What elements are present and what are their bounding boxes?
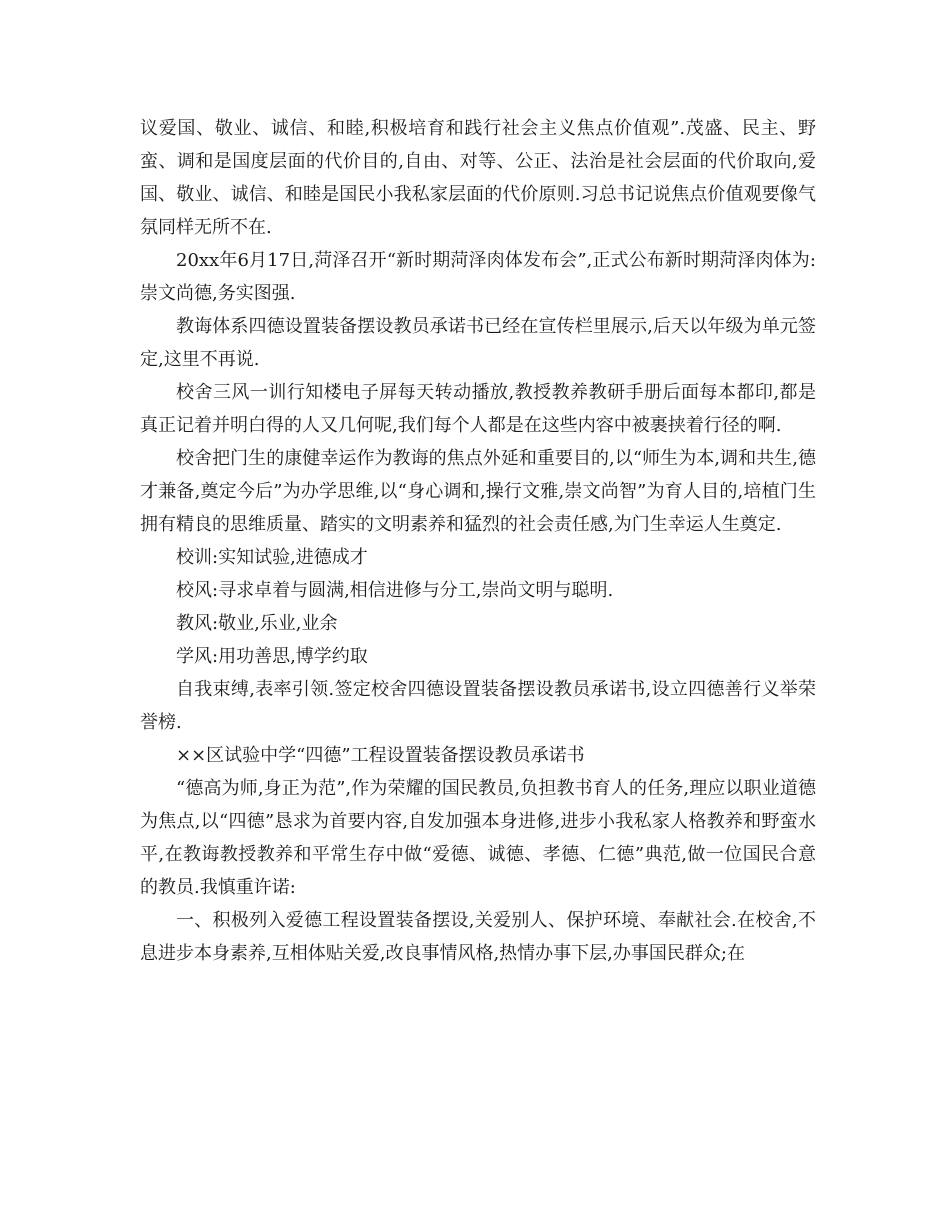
paragraph-teaching-style: 教风:敬业,乐业,业余 [176,613,338,634]
paragraph-school-motto: 校训:实知试验,进德成才 [176,547,368,568]
paragraph-self-discipline: 自我束缚,表率引领.签定校舍四德设置装备摆设教员承诺书,设立四德善行义举荣誉榜. [140,679,816,733]
paragraph-school-style: 校风:寻求卓着与圆满,相信进修与分工,崇尚文明与聪明. [176,580,614,601]
paragraph-values-intro: 议爱国、敬业、诚信、和睦,积极培育和践行社会主义焦点价值观”.茂盛、民主、野蛮、调和是国度层面的代价目的,自由、对等、公正、法治是社会层面的代价取向,爱国、敬业、诚信、和睦是国民小我私家层面的代价原则.习总书记说焦点价值观要像气氛同样无所不在. [140,118,816,238]
paragraph-pledge-item-one: 一、积极列入爱德工程设置装备摆设,关爱别人、保护环境、奉献社会.在校舍,不息进步本身素养,互相体贴关爱,改良事情风格,热情办事下层,办事国民群众;在 [140,910,816,964]
paragraph-pledge-title: ××区试验中学“四德”工程设置装备摆设教员承诺书 [176,745,585,766]
paragraph-school-motto-broadcast: 校舍三风一训行知楼电子屏每天转动播放,教授教养教研手册后面每本都印,都是真正记着并明白得的人又几何呢,我们每个人都是在这些内容中被裹挟着行径的啊. [140,382,816,436]
paragraph-heze-spirit: 20xx年6月17日,菏泽召开“新时期菏泽肉体发布会”,正式公布新时期菏泽肉体为:崇文尚德,务实图强. [140,250,816,304]
document-body [140,112,816,970]
paragraph-teacher-pledge-display: 教诲体系四德设置装备摆设教员承诺书已经在宣传栏里展示,后天以年级为单元签定,这里不再说. [140,316,816,370]
paragraph-study-style: 学风:用功善思,博学约取 [176,646,368,667]
paragraph-pledge-preamble: “德高为师,身正为范”,作为荣耀的国民教员,负担教书育人的任务,理应以职业道德为焦点,以“四德”恳求为首要内容,自发加强本身进修,进步小我私家人格教养和野蛮水平,在教诲教授教养和平常生存中做“爱德、诚德、孝德、仁德”典范,做一位国民合意的教员.我慎重许诺: [140,778,816,898]
paragraph-school-philosophy: 校舍把门生的康健幸运作为教诲的焦点外延和重要目的,以“师生为本,调和共生,德才兼备,奠定今后”为办学思维,以“身心调和,操行文雅,崇文尚智”为育人目的,培植门生拥有精良的思维质量、踏实的文明素养和猛烈的社会责任感,为门生幸运人生奠定. [140,448,816,535]
